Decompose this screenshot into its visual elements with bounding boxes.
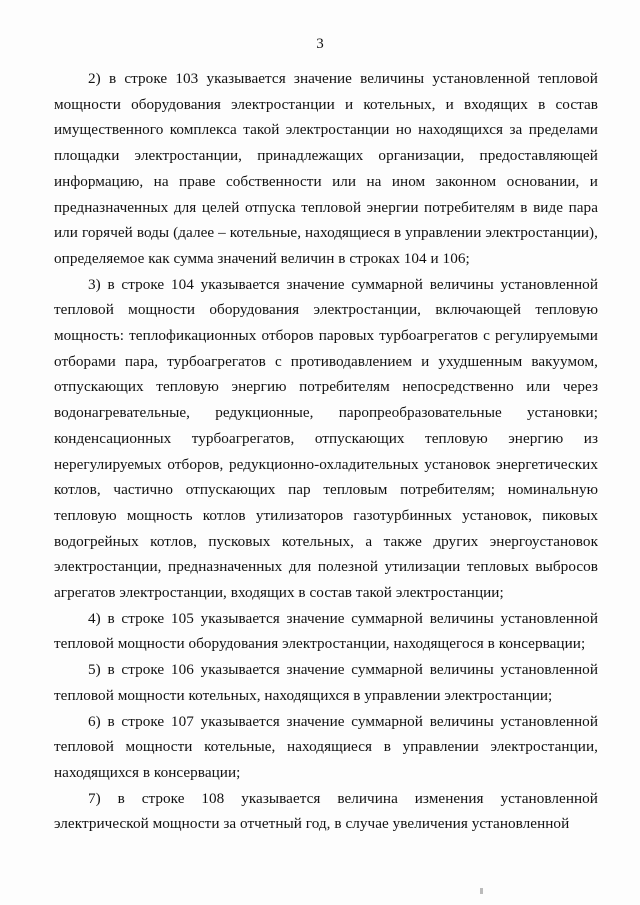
paragraph-line-108: 7) в строке 108 указывается величина изменения установленной электрической мощности за отчетный год, в случае увеличения установленной [54, 789, 598, 833]
paragraph-line-103: 2) в строке 103 указывается значение величины установленной тепловой мощности оборудования электростанции и котельных, и входящих в состав имущественного комплекса такой электростанции но находящихся за пределами площадки электростанции, принадлежащих организации, предоставляющей информацию, на праве собственности или на ином законном основании, и предназначенных для целей отпуска тепловой энергии потребителям в виде пара или горячей воды (далее – котельные, находящиеся в управлении электростанции), определяемое как сумма значений величин в строках 104 и 106; [54, 70, 598, 267]
page-number: 3 [316, 36, 324, 52]
paragraph-line-104: 3) в строке 104 указывается значение суммарной величины установленной тепловой мощности оборудования электростанции, включающей тепловую мощность: теплофикационных отборов паровых турбоагрегатов с регулируемыми отборами пара, турбоагрегатов с противодавлением и ухудшенным вакуумом, отпускающих тепловую энергию потребителям непосредственно или через водонагревательные, редукционные, паропреобразовательные установки; конденсационных турбоагрегатов, отпускающих тепловую энергию из нерегулируемых отборов, редукционно-охладительных установок энергетических котлов, частично отпускающих пар тепловым потребителям; номинальную тепловую мощность котлов утилизаторов газотурбинных установок, пиковых водогрейных котлов, пусковых котельных, а также других энергоустановок электростанции, предназначенных для полезной утилизации тепловых выбросов агрегатов электростанции, входящих в состав такой электростанции; [54, 275, 598, 602]
paragraph-line-107: 6) в строке 107 указывается значение суммарной величины установленной тепловой мощности котельные, находящиеся в управлении электростанции, находящихся в консервации; [54, 712, 598, 781]
document-body [54, 66, 598, 837]
scan-mark [480, 888, 483, 894]
paragraph-line-105: 4) в строке 105 указывается значение суммарной величины установленной тепловой мощности оборудования электростанции, находящегося в консервации; [54, 609, 598, 653]
paragraph-line-106: 5) в строке 106 указывается значение суммарной величины установленной тепловой мощности котельных, находящихся в управлении электростанции; [54, 661, 598, 704]
